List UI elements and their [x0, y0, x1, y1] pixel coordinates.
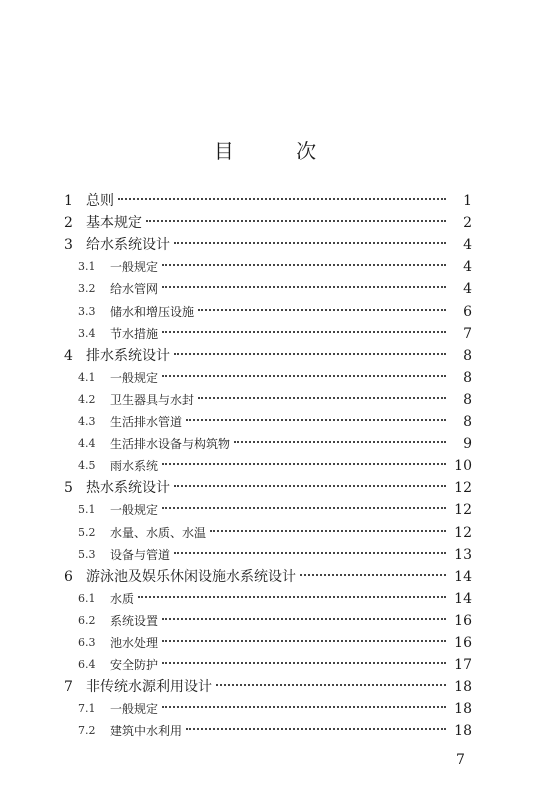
toc-entry-number: 1: [64, 193, 73, 209]
toc-entry-page: 4: [463, 281, 472, 298]
toc-entry-page: 6: [463, 303, 472, 320]
toc-entry-label: 一般规定: [110, 702, 159, 717]
dot-leader: [234, 441, 446, 443]
toc-entry-page: 4: [463, 259, 472, 276]
toc-entry-page: 10: [454, 458, 472, 475]
toc-entry-page: 8: [463, 391, 472, 408]
toc-entry-label: 基本规定: [86, 215, 142, 232]
toc-entry-page: 7: [463, 325, 472, 342]
toc-entry-label: 游泳池及娱乐休闲设施水系统设计: [86, 568, 296, 585]
toc-entry-label: 总则: [86, 193, 114, 209]
dot-leader: [186, 728, 446, 730]
toc-entry-page: 16: [454, 612, 472, 629]
toc-entry[interactable]: [0, 256, 544, 278]
toc-entry[interactable]: [0, 212, 544, 234]
toc-entry-number: 3.3: [78, 304, 96, 318]
toc-entry-page: 16: [454, 635, 472, 651]
toc-entry-label: 设备与管道: [110, 547, 171, 562]
dot-leader: [162, 331, 446, 333]
toc-entry[interactable]: [0, 499, 544, 521]
dot-leader: [162, 706, 446, 708]
toc-entry-label: 水质: [110, 591, 135, 606]
toc-entry-number: 2: [64, 215, 73, 232]
toc-entry-page: 2: [463, 215, 472, 232]
toc-entry[interactable]: [0, 654, 544, 676]
dot-leader: [174, 552, 446, 554]
page-number: 7: [456, 752, 465, 768]
dot-leader: [216, 684, 446, 686]
toc-entry[interactable]: [0, 566, 544, 588]
toc-entry-number: 7: [64, 679, 73, 696]
dot-leader: [118, 198, 446, 200]
toc-entry-label: 一般规定: [110, 503, 159, 518]
toc-entry-number: 6.4: [78, 658, 96, 672]
toc-entry-number: 6.2: [78, 613, 96, 627]
toc-entry-page: 8: [463, 369, 472, 386]
toc-entry-label: 雨水系统: [110, 459, 159, 474]
toc-entry-page: 17: [454, 657, 472, 674]
toc-entry-page: 4: [463, 237, 472, 254]
toc-entry-number: 3.4: [78, 326, 96, 340]
toc-entry-page: 12: [454, 524, 472, 541]
toc-entry-number: 4.4: [78, 437, 96, 451]
toc-entry-page: 13: [454, 546, 472, 563]
toc-entry-label: 一般规定: [110, 260, 159, 275]
toc-entry-label: 水量、水质、水温: [110, 525, 207, 540]
toc-entry[interactable]: [0, 389, 544, 411]
toc-entry-number: 5: [64, 480, 73, 497]
toc-entry-number: 3.2: [78, 282, 96, 296]
toc-entry[interactable]: [0, 522, 544, 544]
dot-leader: [198, 397, 446, 399]
toc-entry-number: 5.1: [78, 503, 96, 517]
toc-entry[interactable]: [0, 720, 544, 742]
toc-entry-number: 6.1: [78, 591, 96, 605]
toc-entry[interactable]: [0, 676, 544, 698]
toc-entry-label: 节水措施: [110, 326, 159, 341]
dot-leader: [162, 507, 446, 509]
toc-entry-page: 8: [463, 347, 472, 364]
dot-leader: [198, 309, 446, 311]
toc-entry-label: 排水系统设计: [86, 347, 170, 364]
toc-entry-label: 一般规定: [110, 370, 159, 385]
toc-entry-number: 4.2: [78, 392, 96, 406]
toc-entry-number: 7.1: [78, 702, 96, 716]
toc-entry-page: 18: [454, 679, 472, 696]
toc-entry[interactable]: [0, 234, 544, 256]
dot-leader: [162, 463, 446, 465]
dot-leader: [174, 485, 446, 487]
toc-entry[interactable]: [0, 455, 544, 477]
dot-leader: [174, 242, 446, 244]
toc-entry-number: 5.2: [78, 525, 96, 539]
dot-leader: [162, 264, 446, 266]
toc-entry[interactable]: [0, 588, 544, 610]
toc-entry-label: 生活排水设备与构筑物: [110, 437, 231, 452]
toc-entry-number: 4.5: [78, 459, 96, 473]
dot-leader: [138, 596, 446, 598]
toc-entry-page: 14: [454, 568, 472, 585]
toc-entry-label: 建筑中水利用: [110, 724, 183, 739]
toc-entry-page: 18: [454, 701, 472, 718]
dot-leader: [174, 353, 446, 355]
toc-entry-number: 3: [64, 237, 73, 254]
toc-entry-number: 6.3: [78, 636, 96, 649]
toc-entry[interactable]: [0, 411, 544, 433]
toc-entry-page: 12: [454, 502, 472, 519]
toc-entry-number: 4: [64, 347, 73, 364]
toc-entry[interactable]: [0, 698, 544, 720]
toc-entry-number: 6: [64, 568, 73, 585]
toc-entry[interactable]: [0, 301, 544, 323]
toc-entry-label: 给水系统设计: [86, 237, 170, 254]
toc-entry-number: 4.3: [78, 415, 96, 428]
toc-entry-label: 生活排水管道: [110, 415, 183, 429]
toc-entry[interactable]: [0, 632, 544, 654]
dot-leader: [146, 220, 446, 222]
toc-entry[interactable]: [0, 367, 544, 389]
dot-leader: [186, 419, 446, 421]
toc-entry-number: 5.3: [78, 547, 96, 561]
toc-entry-number: 7.2: [78, 724, 96, 738]
toc-entry-page: 12: [454, 480, 472, 497]
toc-entry-label: 给水管网: [110, 282, 159, 297]
toc-entry-number: 4.1: [78, 370, 96, 384]
page-title: 目 次: [213, 139, 345, 163]
toc-entry-label: 安全防护: [110, 658, 159, 673]
dot-leader: [162, 618, 446, 620]
toc-entry-label: 卫生器具与水封: [110, 392, 195, 407]
dot-leader: [162, 640, 446, 642]
toc-entry-page: 18: [454, 723, 472, 740]
dot-leader: [210, 530, 446, 532]
toc-entry-label: 系统设置: [110, 613, 159, 628]
toc-entry-label: 热水系统设计: [86, 480, 170, 497]
toc-entry-page: 14: [454, 590, 472, 607]
toc-entry-label: 非传统水源利用设计: [86, 679, 212, 696]
dot-leader: [162, 375, 446, 377]
toc-entry-label: 池水处理: [110, 636, 159, 650]
toc-entry-number: 3.1: [78, 260, 96, 274]
dot-leader: [162, 286, 446, 288]
toc-entry-page: 8: [463, 414, 472, 430]
toc-entry[interactable]: [0, 433, 544, 455]
toc-entry[interactable]: [0, 278, 544, 300]
toc-entry[interactable]: [0, 544, 544, 566]
toc-entry-page: 9: [463, 436, 472, 453]
toc-entry[interactable]: [0, 610, 544, 632]
toc-entry-label: 储水和增压设施: [110, 304, 195, 319]
dot-leader: [162, 662, 446, 664]
toc-entry[interactable]: [0, 345, 544, 367]
dot-leader: [300, 574, 446, 576]
toc-entry[interactable]: [0, 477, 544, 499]
toc-entry-page: 1: [463, 193, 472, 209]
toc-entry[interactable]: [0, 190, 544, 212]
toc-entry[interactable]: [0, 323, 544, 345]
